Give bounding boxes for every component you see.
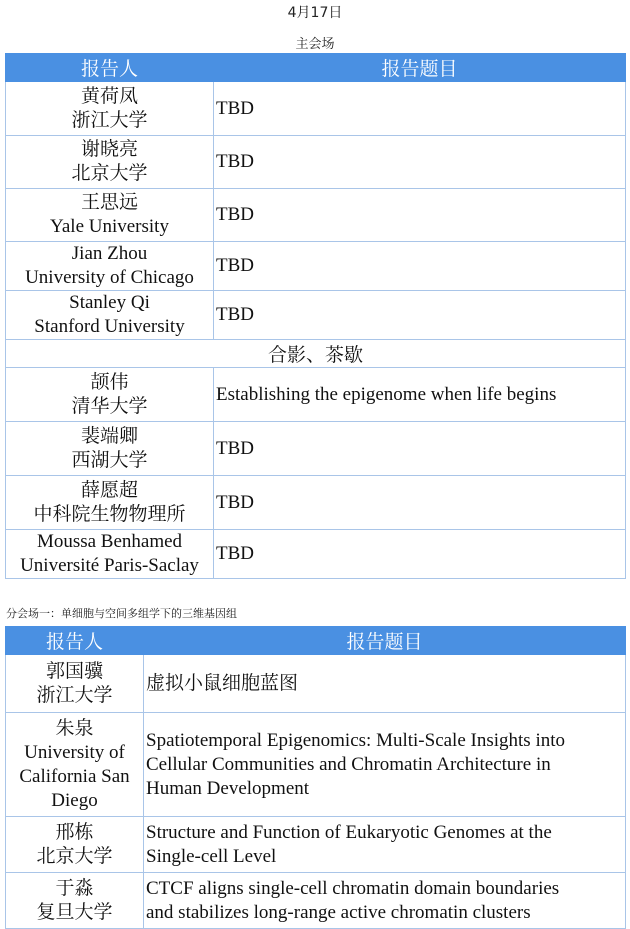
- talk-title: TBD: [214, 136, 626, 189]
- speaker-cell: [6, 82, 214, 136]
- table-row: [6, 368, 626, 422]
- speaker-header: 报告人: [6, 627, 144, 655]
- speaker-affiliation: University of Chicago: [25, 267, 194, 288]
- table-row: [6, 476, 626, 530]
- speaker-affiliation: 北京大学: [36, 845, 113, 867]
- speaker-affiliation: University of: [24, 741, 125, 763]
- table-row: [6, 422, 626, 476]
- talk-title: TBD: [214, 189, 626, 242]
- talk-title: [144, 655, 626, 713]
- speaker-name: 薛愿超: [80, 479, 138, 501]
- main-venue-heading: 主会场: [295, 37, 335, 52]
- speaker-affiliation: Université Paris-Saclay: [20, 555, 199, 576]
- speaker-name: 朱泉: [55, 717, 94, 739]
- speaker-name: 颉伟: [90, 371, 129, 393]
- table-row: [6, 242, 626, 291]
- speaker-cell: [6, 368, 214, 422]
- speaker-cell: [6, 476, 214, 530]
- break-row: [6, 340, 626, 368]
- talk-title: [144, 817, 626, 873]
- sub-venue-heading: 分会场一：单细胞与空间多组学下的三维基因组: [6, 607, 237, 620]
- speaker-affiliation: Stanford University: [34, 316, 185, 337]
- speaker-affiliation: California San: [19, 765, 130, 787]
- speaker-cell: [6, 422, 214, 476]
- talk-title-line: Human Development: [146, 777, 310, 799]
- talk-title-line: Spatiotemporal Epigenomics: Multi-Scale Insights into: [146, 729, 566, 751]
- date-heading: 4月17日: [287, 5, 343, 21]
- speaker-name: 于淼: [55, 877, 94, 899]
- speaker-name: 郭国骥: [45, 660, 103, 682]
- table-row: [6, 82, 626, 136]
- speaker-affiliation: 中科院生物物理所: [33, 503, 186, 525]
- table-header-row: [6, 627, 626, 655]
- talk-title-line: Cellular Communities and Chromatin Architecture in: [146, 753, 551, 775]
- speaker-name: Moussa Benhamed: [36, 531, 183, 552]
- talk-title-line: and stabilizes long-range active chromatin clusters: [146, 901, 531, 923]
- speaker-cell: [6, 136, 214, 189]
- talk-title: TBD: [214, 242, 626, 291]
- speaker-affiliation: 浙江大学: [36, 684, 113, 706]
- speaker-affiliation: 北京大学: [71, 163, 148, 184]
- speaker-affiliation: 清华大学: [71, 395, 148, 417]
- talk-title: TBD: [214, 291, 626, 340]
- table-row: [6, 817, 626, 873]
- speaker-cell: [6, 189, 214, 242]
- speaker-name: Jian Zhou: [71, 243, 148, 264]
- talk-title: TBD: [214, 422, 626, 476]
- talk-title-line: CTCF aligns single-cell chromatin domain boundaries: [146, 877, 560, 899]
- talk-title: Establishing the epigenome when life begins: [214, 368, 626, 422]
- table-row: [6, 873, 626, 929]
- speaker-affiliation: Yale University: [50, 216, 169, 237]
- speaker-name: 邢栋: [55, 821, 94, 843]
- sub-venue-table: [5, 626, 626, 929]
- speaker-affiliation: 浙江大学: [71, 109, 148, 131]
- speaker-affiliation: 西湖大学: [71, 449, 148, 471]
- talk-title-line: Structure and Function of Eukaryotic Genomes at the: [146, 821, 552, 843]
- main-venue-table: [5, 53, 626, 579]
- talk-title: TBD: [214, 530, 626, 579]
- table-row: [6, 530, 626, 579]
- speaker-name: 裴端卿: [80, 425, 138, 447]
- speaker-affiliation: Diego: [51, 789, 98, 811]
- talk-title-line: 虚拟小鼠细胞蓝图: [146, 672, 299, 694]
- talk-title: [144, 873, 626, 929]
- talk-title: TBD: [214, 82, 626, 136]
- speaker-name: 谢晓亮: [80, 139, 138, 160]
- speaker-cell: [6, 817, 144, 873]
- table-row: [6, 655, 626, 713]
- speaker-header: 报告人: [6, 54, 214, 82]
- speaker-name: 王思远: [80, 192, 138, 213]
- title-header: 报告题目: [144, 627, 626, 655]
- speaker-cell: [6, 291, 214, 340]
- table-row: [6, 136, 626, 189]
- speaker-name: 黄荷凤: [80, 85, 138, 107]
- talk-title: [144, 713, 626, 817]
- table-row: [6, 189, 626, 242]
- table-row: [6, 713, 626, 817]
- talk-title: TBD: [214, 476, 626, 530]
- speaker-cell: [6, 530, 214, 579]
- speaker-name: Stanley Qi: [69, 292, 150, 313]
- speaker-cell: [6, 713, 144, 817]
- talk-title-line: Single-cell Level: [146, 845, 277, 867]
- table-header-row: [6, 54, 626, 82]
- title-header: 报告题目: [214, 54, 626, 82]
- speaker-cell: [6, 655, 144, 713]
- break-label: 合影、茶歇: [6, 340, 626, 368]
- speaker-cell: [6, 873, 144, 929]
- speaker-affiliation: 复旦大学: [36, 901, 113, 923]
- speaker-cell: [6, 242, 214, 291]
- table-row: [6, 291, 626, 340]
